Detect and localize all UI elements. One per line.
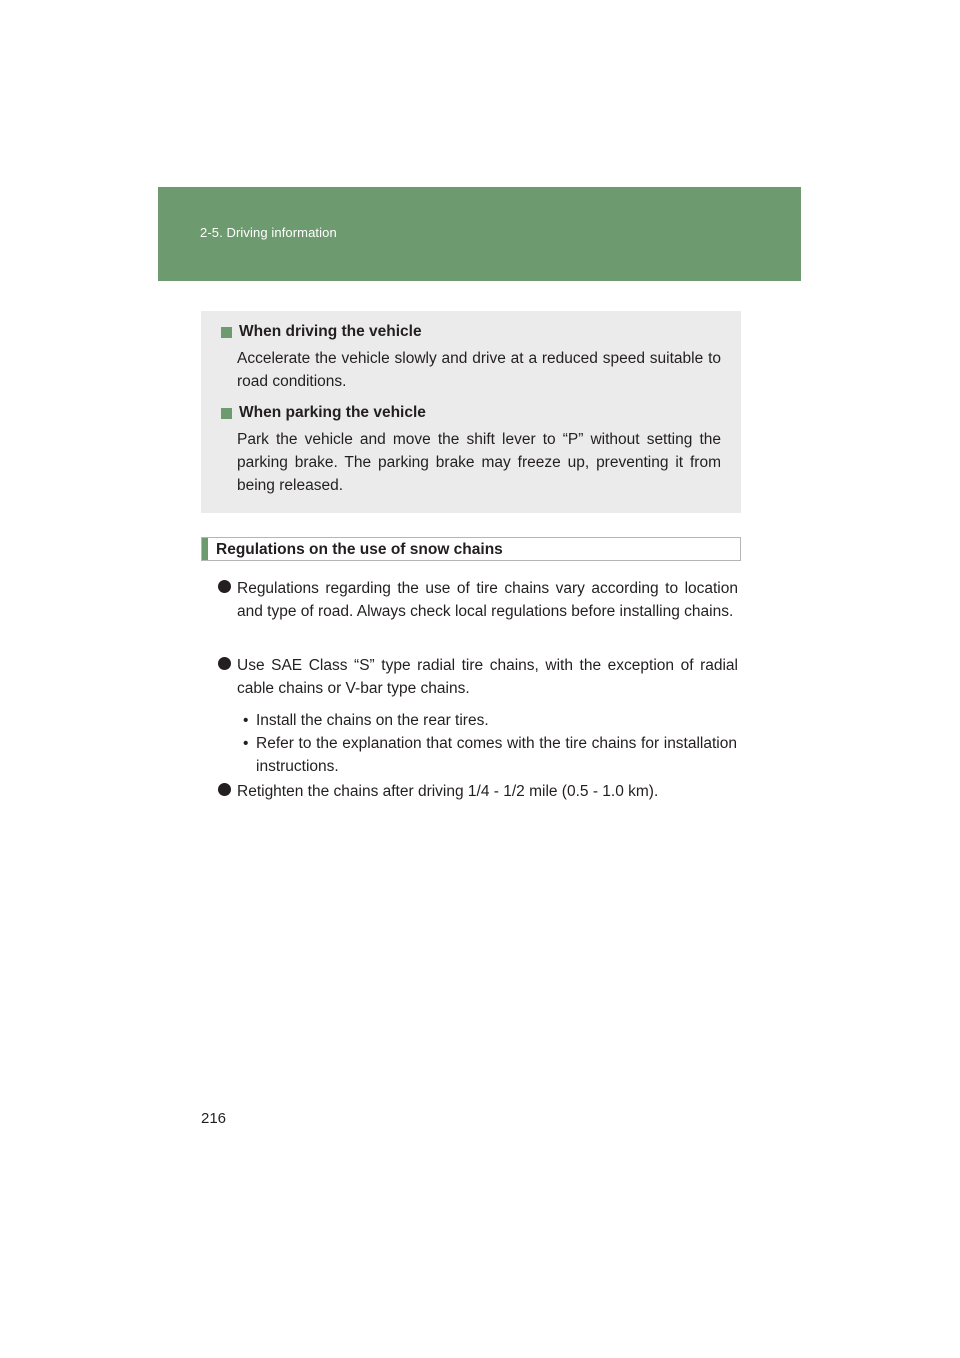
sub-list-item <box>243 709 737 732</box>
page-number: 216 <box>201 1110 227 1127</box>
square-bullet-icon <box>221 327 232 338</box>
list-item-text: Use SAE Class “S” type radial tire chains, with the exception of radial cable chains or V-bar type chains. <box>237 657 738 697</box>
info-box <box>201 311 741 513</box>
info-heading-text: When driving the vehicle <box>239 323 422 340</box>
bullet-icon <box>218 657 231 670</box>
info-text-driving: Accelerate the vehicle slowly and drive at a reduced speed suitable to road conditions. <box>237 350 721 390</box>
bullet-icon <box>218 783 231 796</box>
square-bullet-icon <box>221 408 232 419</box>
info-text-parking: Park the vehicle and move the shift lever to “P” without setting the parking brake. The parking brake may freeze up, preventing it from being released. <box>237 431 721 494</box>
list-item <box>218 780 738 803</box>
sub-list-item-text: Install the chains on the rear tires. <box>256 712 489 729</box>
info-heading-text: When parking the vehicle <box>239 404 426 421</box>
list-item <box>218 654 738 700</box>
section-label: 2-5. Driving information <box>200 225 337 240</box>
info-heading-parking <box>221 404 426 422</box>
list-item-text: Regulations regarding the use of tire chains vary according to location and type of road. Always check local regulations before installing chains. <box>237 580 738 620</box>
sub-bullet-marker: • <box>243 735 249 752</box>
header-band <box>158 187 801 281</box>
bullet-icon <box>218 580 231 593</box>
sub-list-item <box>243 732 737 778</box>
section-accent <box>202 538 208 560</box>
section-title: Regulations on the use of snow chains <box>216 541 503 558</box>
section-heading-bar <box>201 537 741 561</box>
sub-bullet-marker: • <box>243 712 249 729</box>
sub-list-item-text: Refer to the explanation that comes with the tire chains for installation instructions. <box>256 735 737 775</box>
list-item <box>218 577 738 623</box>
info-heading-driving <box>221 323 422 341</box>
list-item-text: Retighten the chains after driving 1/4 - 1/2 mile (0.5 - 1.0 km). <box>237 783 659 800</box>
